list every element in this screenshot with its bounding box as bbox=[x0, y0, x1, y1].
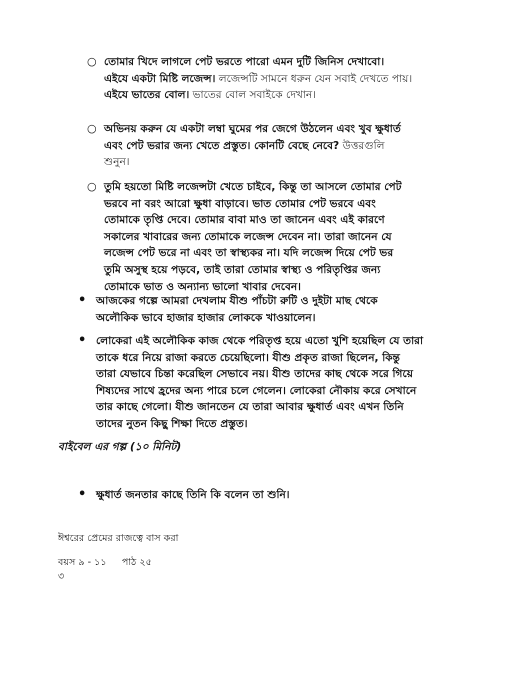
text-line: ক্ষুধার্ত জনতার কাছে তিনি কি বলেন তা শুনি। bbox=[96, 489, 290, 501]
text-line bbox=[104, 138, 484, 155]
sub-list-item-2 bbox=[87, 121, 484, 171]
text-line: লজেন্স পেট ভরে না এবং তা স্বাস্থ্যকর না। যদি লজেন্স দিয়ে পেট ভর bbox=[104, 247, 394, 260]
bold-text: এইযে একটা মিষ্টি লজেন্স। bbox=[104, 72, 216, 85]
bullet-item-2 bbox=[78, 333, 488, 433]
text-line: আজকের গল্পে আমরা দেখলাম যীশু পাঁচটা রুটি ও দুইটা মাছ থেকে bbox=[96, 295, 378, 307]
sub-list-item-3 bbox=[87, 179, 484, 295]
sub-list-item-1 bbox=[87, 54, 484, 104]
text-line bbox=[104, 87, 484, 104]
text-line: তাকে ধরে নিয়ে রাজা করতে চেয়েছিলো। যীশু প্রকৃত রাজা ছিলেন, কিন্তু bbox=[96, 351, 400, 364]
footer-age-lesson: বয়স ৯ - ১১ পাঠ ২৫ bbox=[58, 557, 152, 568]
regular-text: উত্তরগুলি bbox=[339, 139, 385, 152]
text-line: তার কাছে গেলো। যীশু জানতেন যে তারা আবার ক্ষুধার্ত এবং এখন তিনি bbox=[96, 401, 404, 414]
text-line: তাদের নুতন কিছু শিক্ষা দিতে প্রস্তুত। bbox=[96, 417, 248, 430]
section-title: বাইবেল এর গল্প (১০ মিনিট) bbox=[58, 441, 182, 453]
bullet-item-3 bbox=[78, 487, 488, 504]
text-line: শিষ্যদের সাথে হ্রদের অন্য পারে চলে গেলেন। লোকেরা নৌকায় করে সেখানে bbox=[96, 384, 417, 397]
text-line: তারা যেভাবে চিন্তা করেছিল সেভাবে নয়। যীশু তাদের কাছ থেকে সরে গিয়ে bbox=[96, 368, 413, 381]
regular-text: লজেন্সটি সামনে ধরুন যেন সবাই দেখতে পায়। bbox=[215, 72, 413, 85]
bold-text: এইযে ভাতের বোল। bbox=[104, 89, 190, 102]
circle-bullet-icon: ○ bbox=[87, 180, 97, 193]
circle-bullet-icon: ○ bbox=[87, 55, 97, 68]
text-line: শুনুন। bbox=[104, 156, 130, 169]
text-line bbox=[104, 71, 484, 88]
text-line: সকালের খাবারের জন্য তোমাকে লজেন্স দেবেন না। তারা জানেন যে bbox=[104, 230, 392, 243]
page-number: ৩ bbox=[58, 571, 65, 582]
text-line: তোমাকে ভাত ও অন্যান্য ভালো খাবার দেবেন। bbox=[104, 280, 301, 293]
circle-bullet-icon: ○ bbox=[87, 122, 97, 135]
text-line: লোকেরা এই অলৌকিক কাজ থেকে পরিতৃপ্ত হয়ে এতো খুশি হয়েছিল যে তারা bbox=[96, 335, 424, 347]
text-line: তোমাকে তৃপ্তি দেবে। তোমার বাবা মাও তা জানেন এবং এই কারণে bbox=[104, 214, 385, 227]
text-line: অভিনয় করুন যে একটা লম্বা ঘুমের পর জেগে উঠলেন এবং খুব ক্ষুধার্ত bbox=[104, 123, 401, 135]
text-line: ভরবে না বরং আরো ক্ষুধা বাড়াবে। ভাত তোমার পেট ভরবে এবং bbox=[104, 197, 376, 210]
bullet-dot-icon: • bbox=[78, 293, 87, 308]
bullet-item-1 bbox=[78, 293, 488, 326]
regular-text: ভাতের বোল সবাইকে দেখান। bbox=[189, 89, 317, 102]
text-line: অলৌকিক ভাবে হাজার হাজার লোককে খাওয়ালেন। bbox=[96, 311, 316, 324]
text-line: তুমি অসুস্থ হয়ে পড়বে, তাই তারা তোমার স্বাস্থ্য ও পরিতৃপ্তির জন্য bbox=[104, 263, 381, 276]
text-line: তোমার খিদে লাগলে পেট ভরতে পারো এমন দুটি জিনিস দেখাবো। bbox=[104, 56, 385, 68]
text-line: তুমি হয়তো মিষ্টি লজেন্সটা খেতে চাইবে, কিন্তু তা আসলে তোমার পেট bbox=[104, 181, 402, 193]
footer-series-title: ঈশ্বরের প্রেমের রাজত্বে বাস করা bbox=[58, 533, 179, 544]
bullet-dot-icon: • bbox=[78, 487, 87, 502]
bold-text: এবং পেট ভরার জন্য খেতে প্রস্তুত। কোনটি বেছে নেবে? bbox=[104, 139, 340, 152]
bullet-dot-icon: • bbox=[78, 333, 87, 348]
